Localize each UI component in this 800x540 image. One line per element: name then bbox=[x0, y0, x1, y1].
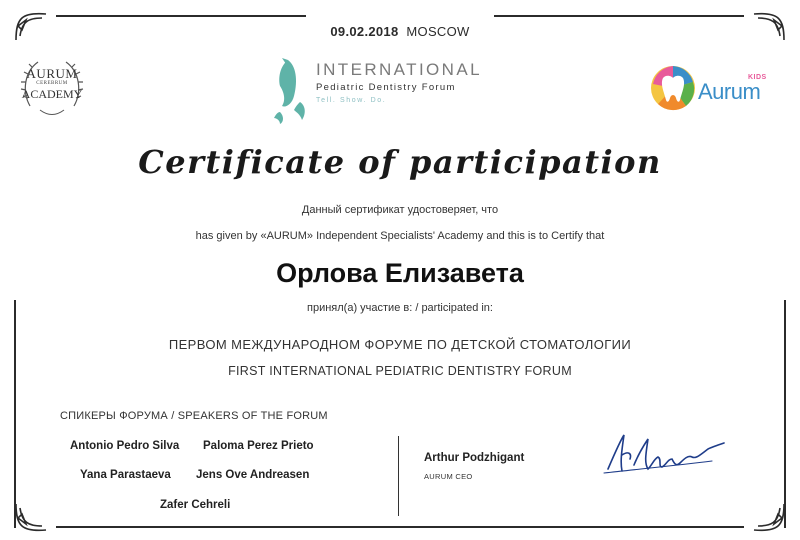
handwritten-signature bbox=[600, 425, 730, 485]
speaker-name: Yana Parastaeva bbox=[80, 469, 171, 481]
speaker-name: Antonio Pedro Silva bbox=[70, 440, 180, 452]
kids-logo-brand: Aurum bbox=[698, 79, 761, 104]
participated-line: принял(а) участие в: / participated in: bbox=[307, 302, 493, 314]
corner-flourish-icon bbox=[752, 8, 788, 44]
dolphins-icon bbox=[270, 56, 314, 124]
speaker-name: Paloma Perez Prieto bbox=[203, 440, 314, 452]
forum-logo-tagline: Tell. Show. Do. bbox=[316, 97, 387, 104]
corner-flourish-icon bbox=[12, 500, 48, 536]
border-bottom-line bbox=[56, 526, 744, 528]
border-top-right-line bbox=[494, 15, 744, 17]
forum-name-en: FIRST INTERNATIONAL PEDIATRIC DENTISTRY FORUM bbox=[228, 364, 572, 378]
speaker-name: Zafer Cehreli bbox=[160, 499, 231, 511]
tooth-mosaic-icon bbox=[648, 62, 698, 114]
event-city: MOSCOW bbox=[406, 24, 470, 39]
certificate-title: Certificate of participation bbox=[138, 143, 662, 181]
certify-line-ru: Данный сертификат удостоверяет, что bbox=[301, 204, 499, 216]
border-right-line bbox=[784, 300, 786, 528]
forum-logo bbox=[270, 56, 540, 126]
signature-divider bbox=[398, 436, 399, 516]
academy-logo bbox=[18, 52, 86, 120]
academy-logo-aurum: AURUM bbox=[26, 66, 78, 81]
academy-logo-cerebrum: CEREBRUM bbox=[36, 81, 68, 86]
corner-flourish-icon bbox=[752, 500, 788, 536]
speakers-heading: СПИКЕРЫ ФОРУМА / SPEAKERS OF THE FORUM bbox=[60, 410, 328, 422]
kids-badge: KIDS bbox=[748, 74, 767, 81]
laurel-wreath-icon bbox=[18, 52, 86, 120]
signatory-name: Arthur Podzhigant bbox=[424, 452, 525, 464]
academy-logo-academy: ACADEMY bbox=[21, 87, 83, 101]
forum-logo-title: INTERNATIONAL bbox=[316, 60, 482, 79]
corner-flourish-icon bbox=[12, 8, 48, 44]
signatory-title: AURUM CEO bbox=[424, 472, 473, 481]
border-left-line bbox=[14, 300, 16, 528]
speaker-name: Jens Ove Andreasen bbox=[196, 469, 310, 481]
certify-line-en: has given by «AURUM» Independent Specialists' Academy and this is to Certify that bbox=[195, 230, 605, 242]
forum-logo-subtitle: Pediatric Dentistry Forum bbox=[316, 82, 456, 93]
forum-name-ru: ПЕРВОМ МЕЖДУНАРОДНОМ ФОРУМЕ ПО ДЕТСКОЙ СТОМАТОЛОГИИ bbox=[168, 337, 632, 352]
event-date: 09.02.2018 bbox=[330, 24, 399, 39]
aurum-kids-logo bbox=[648, 62, 778, 114]
border-top-left-line bbox=[56, 15, 306, 17]
recipient-name: Орлова Елизавета bbox=[276, 258, 524, 288]
header-date-line bbox=[300, 24, 500, 39]
